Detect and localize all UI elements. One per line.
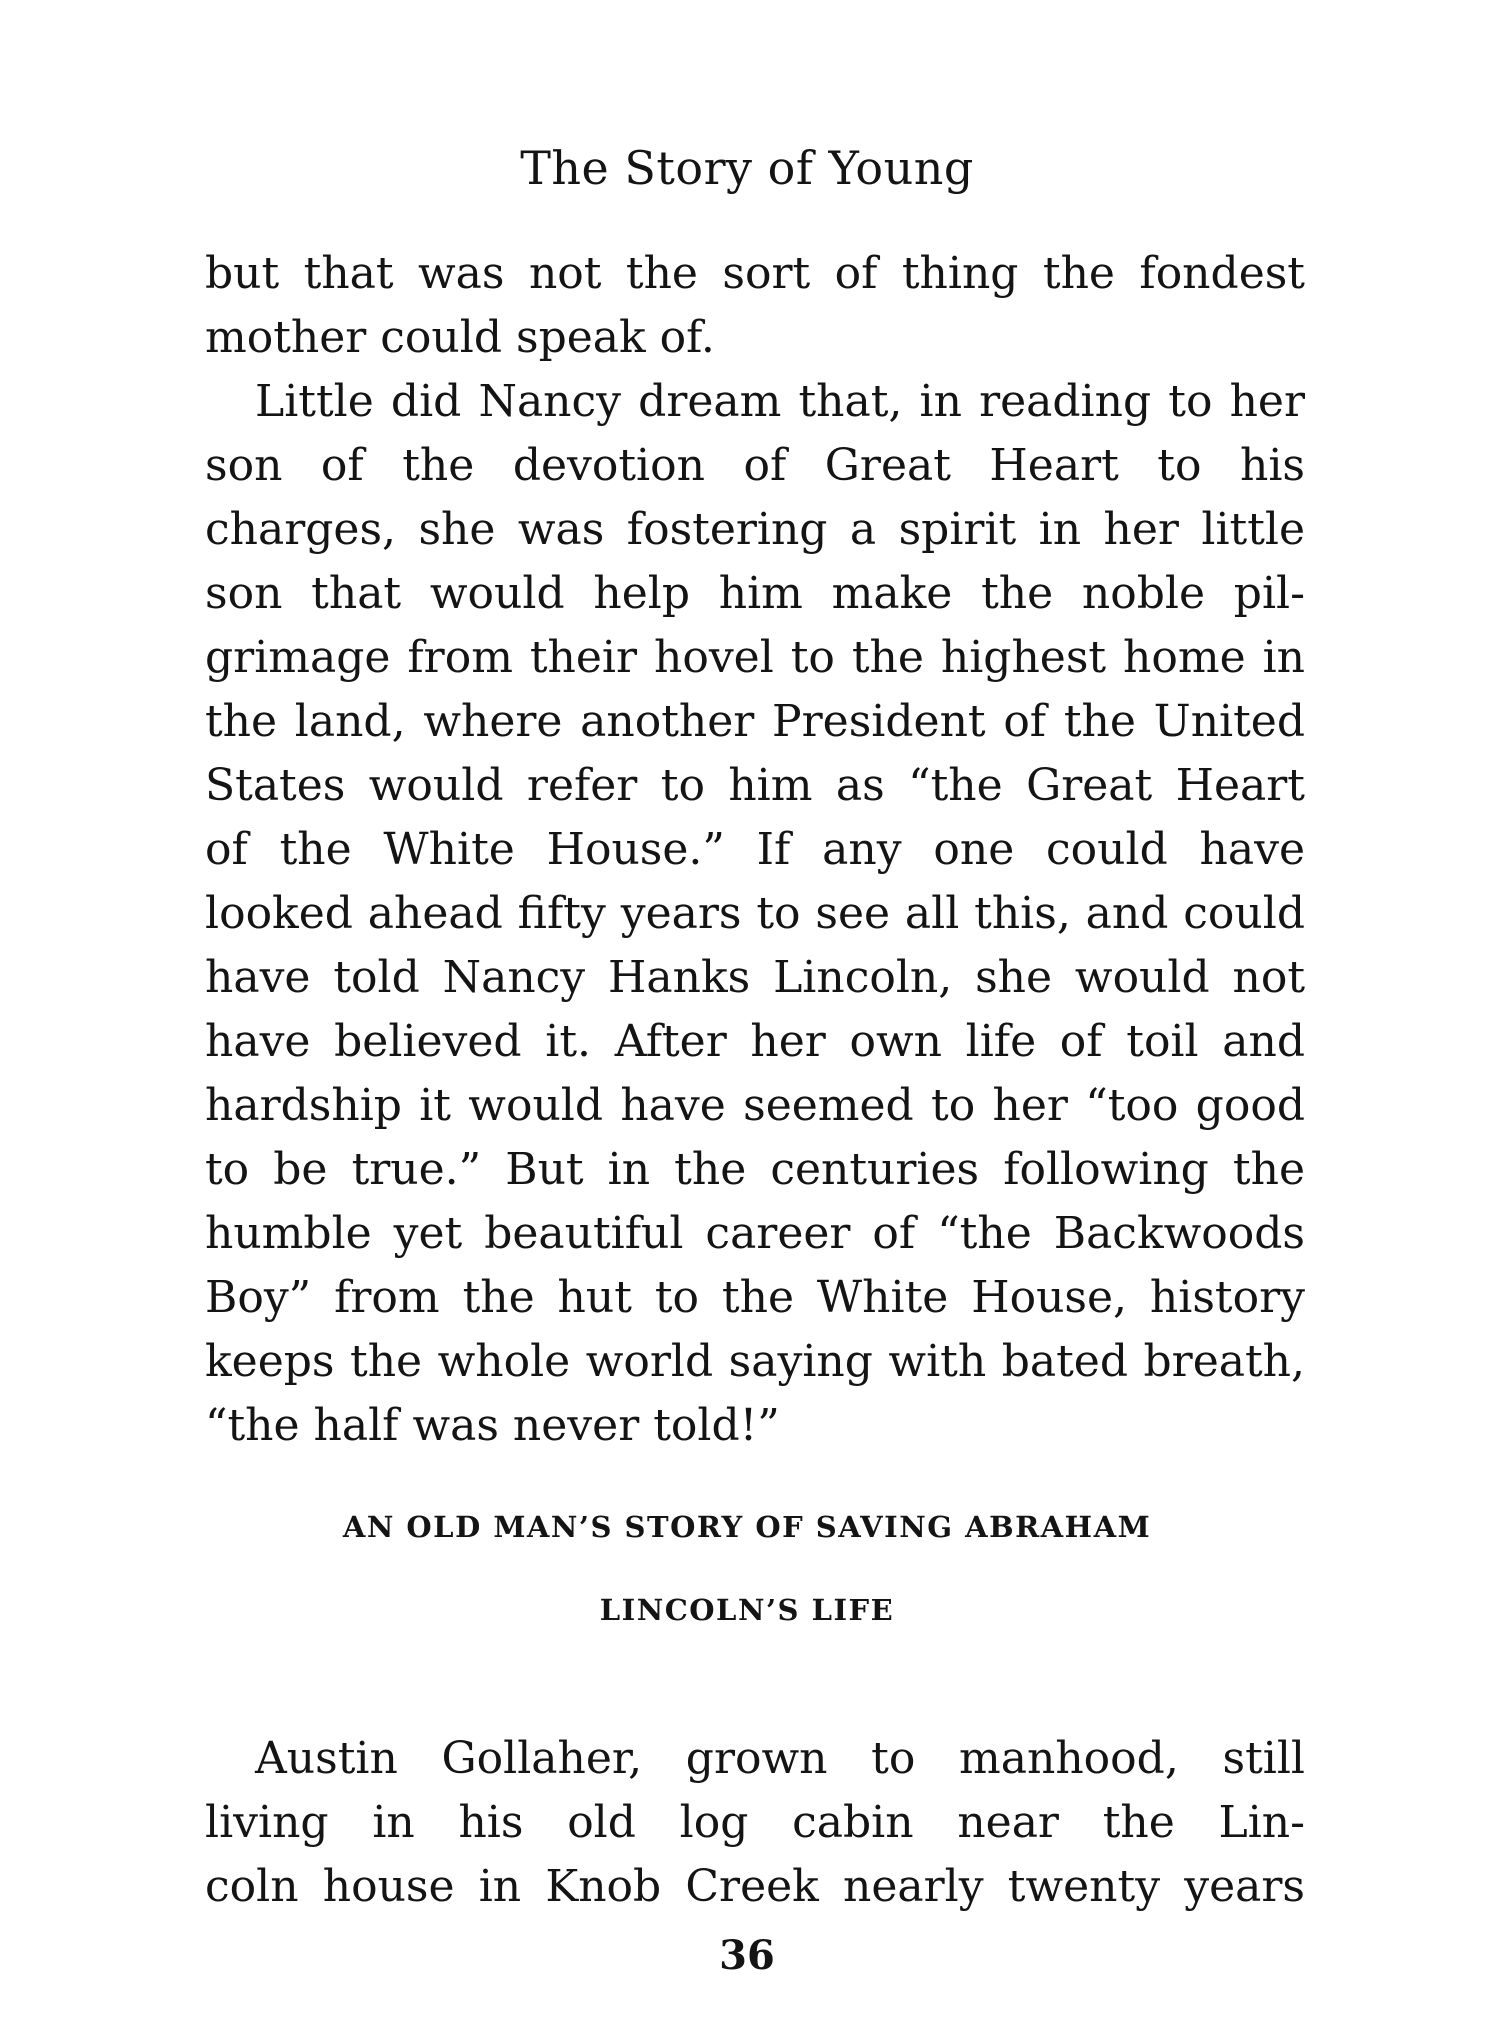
text-line: grimage from their hovel to the highest home in xyxy=(205,632,1305,683)
text-line: son that would help him make the noble pil- xyxy=(205,568,1305,619)
text-line: looked ahead fifty years to see all this, and could xyxy=(205,888,1305,939)
text-line: the land, where another President of the United xyxy=(205,696,1305,747)
text-line: to be true.” But in the centuries following the xyxy=(205,1144,1305,1195)
text-line: charges, she was fostering a spirit in her little xyxy=(205,504,1305,555)
text-line: Little did Nancy dream that, in reading to her xyxy=(255,376,1305,427)
text-line: coln house in Knob Creek nearly twenty years xyxy=(205,1861,1305,1912)
text-line: have believed it. After her own life of toil and xyxy=(205,1016,1305,1067)
text-line: but that was not the sort of thing the fondest xyxy=(205,248,1305,299)
section-heading-line-1: AN OLD MAN’S STORY OF SAVING ABRAHAM xyxy=(342,1510,1152,1544)
text-line: have told Nancy Hanks Lincoln, she would not xyxy=(205,952,1305,1003)
running-head: The Story of Young xyxy=(520,141,974,195)
paragraph-nancy xyxy=(205,370,1305,1458)
page-number: 36 xyxy=(719,1932,775,1979)
section-heading-line-2: LINCOLN’S LIFE xyxy=(599,1593,895,1627)
paragraph-continued xyxy=(205,242,1305,370)
text-line: Austin Gollaher, grown to manhood, still xyxy=(255,1733,1305,1784)
text-line: living in his old log cabin near the Lin- xyxy=(205,1797,1305,1848)
body-text xyxy=(205,242,1305,1458)
text-line: mother could speak of. xyxy=(205,312,715,363)
text-line: hardship it would have seemed to her “too good xyxy=(205,1080,1305,1131)
text-line: humble yet beautiful career of “the Backwoods xyxy=(205,1208,1305,1259)
text-line: Boy” from the hut to the White House, history xyxy=(205,1272,1305,1323)
text-line: son of the devotion of Great Heart to his xyxy=(205,440,1305,491)
text-line: of the White House.” If any one could have xyxy=(205,824,1305,875)
paragraph-austin xyxy=(205,1727,1305,1919)
text-line: keeps the whole world saying with bated breath, xyxy=(205,1336,1305,1387)
body-text-section xyxy=(205,1727,1305,1919)
text-line: “the half was never told!” xyxy=(205,1400,780,1451)
text-line: States would refer to him as “the Great Heart xyxy=(205,760,1305,811)
